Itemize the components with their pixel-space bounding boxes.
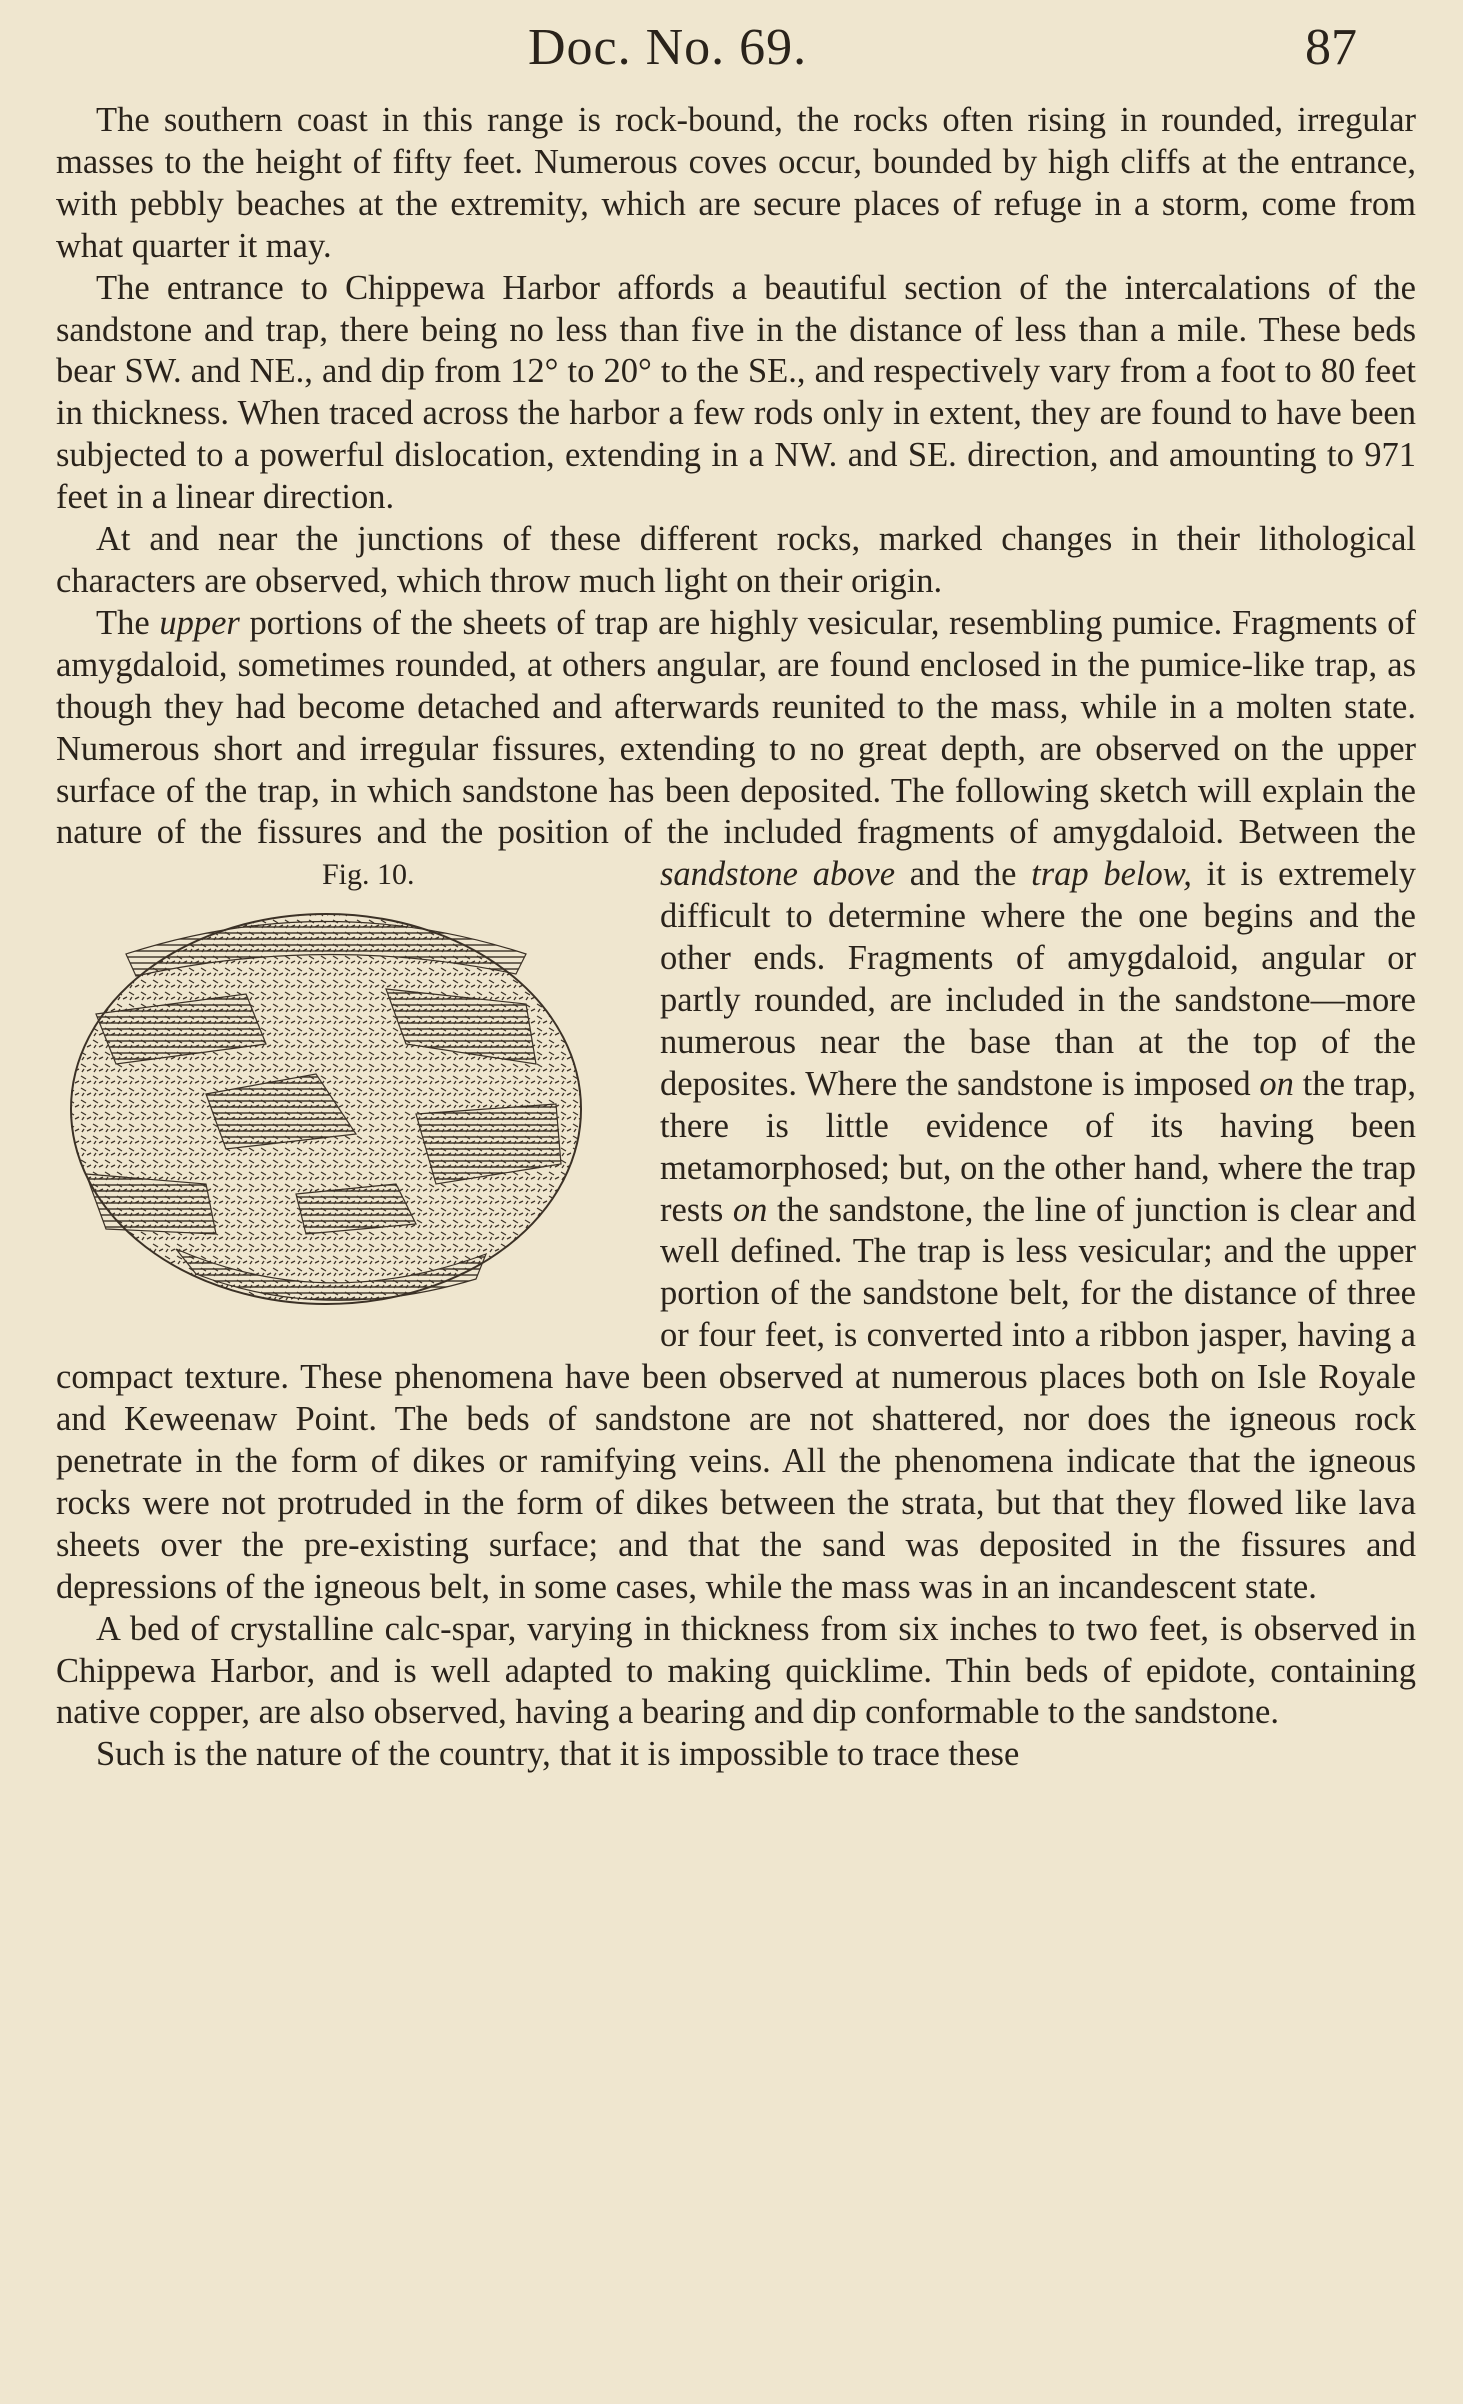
text-run: the sandstone, the line of junction is clear and well defined. The trap is less vesicular; and the upper portion of the sandstone belt, for the distance of three or four feet, is converted into a ribbon jasper, having a compact texture. These phenomena have been observed at numerous places both on Isle Royale and Keweenaw Point. The beds of sandstone are not shattered, nor does the igneous rock penetrate in the form of dikes or ramifying veins. All the phenomena indicate that the igneous rocks were not protruded in the form of dikes between the strata, but that they flowed like lava sheets over the pre-existing surface; and that the sand was deposited in the fissures and depressions of the igneous belt, in some cases, while the mass was in an incandescent state. bbox=[56, 1190, 1416, 1606]
paragraph-4 bbox=[56, 603, 1416, 1609]
page-number: 87 bbox=[1305, 19, 1357, 76]
paragraph-2: The entrance to Chippewa Harbor affords a beautiful section of the intercalations of the sandstone and trap, there being no less than five in the distance of less than a mile. These beds bear SW. and NE., and dip from 12° to 20° to the SE., and respectively vary from a foot to 80 feet in thickness. When traced across the harbor a few rods only in extent, they are found to have been subjected to a powerful dislocation, extending in a NW. and SE. direction, and amounting to 971 feet in a linear direction. bbox=[56, 268, 1416, 517]
text-run: portions of the sheets of trap are highly vesicular, resembling pumice. Fragments of amygdaloid, sometimes rounded, at others angular, are found enclosed in the pumice-like trap, as though they had become detached and afterwards reunited to the mass, while in a molten state. Numerous short and irregular fissures, extending to no great depth, are observed on the upper surface of the trap, in which sandstone has been deposited. The following sketch will explain the nature of the fissures and the position of the included fragments of amygdaloid. Between the bbox=[56, 603, 1417, 852]
italic-upper: upper bbox=[159, 603, 240, 642]
paragraph-5: A bed of crystalline calc-spar, varying in thickness from six inches to two feet, is observed in Chippewa Harbor, and is well adapted to making quicklime. Thin beds of epidote, containing native copper, are also observed, having a bearing and dip conformable to the sandstone. bbox=[56, 1609, 1416, 1732]
italic-on: on bbox=[1259, 1064, 1294, 1103]
figure-10 bbox=[56, 854, 636, 1316]
page-header bbox=[0, 18, 1463, 88]
rock-section-illustration bbox=[56, 894, 616, 1314]
text-run: and the bbox=[909, 855, 1017, 894]
text-run: the trap, there is little evidence of its having been metamorphosed; but, on the other hand, where the trap rests bbox=[660, 1064, 1416, 1229]
figure-caption: Fig. 10. bbox=[322, 858, 415, 892]
italic-on: on bbox=[732, 1190, 768, 1229]
italic-sandstone-above: sandstone above bbox=[660, 855, 896, 894]
paragraph-6: Such is the nature of the country, that it is impossible to trace these bbox=[96, 1735, 1020, 1774]
paragraph-1: The southern coast in this range is rock-bound, the rocks often rising in rounded, irregular masses to the height of fifty feet. Numerous coves occur, bounded by high cliffs at the entrance, with pebbly beaches at the extremity, which are secure places of refuge in a storm, come from what quarter it may. bbox=[56, 101, 1416, 265]
paragraph-3: At and near the junctions of these different rocks, marked changes in their lithological characters are observed, which throw much light on their origin. bbox=[56, 520, 1416, 600]
document-number: Doc. No. 69. bbox=[528, 19, 808, 76]
italic-trap-below: trap below, bbox=[1031, 855, 1192, 894]
text-run: The bbox=[96, 603, 150, 642]
text-run: it is extremely difficult to determine where the one begins and the other ends. Fragments of amygdaloid, angular or partly rounded, are included in the sandstone—more numerous near the base than at the top of the deposites. Where the sandstone is imposed bbox=[660, 855, 1417, 1103]
body-text bbox=[56, 100, 1416, 1776]
